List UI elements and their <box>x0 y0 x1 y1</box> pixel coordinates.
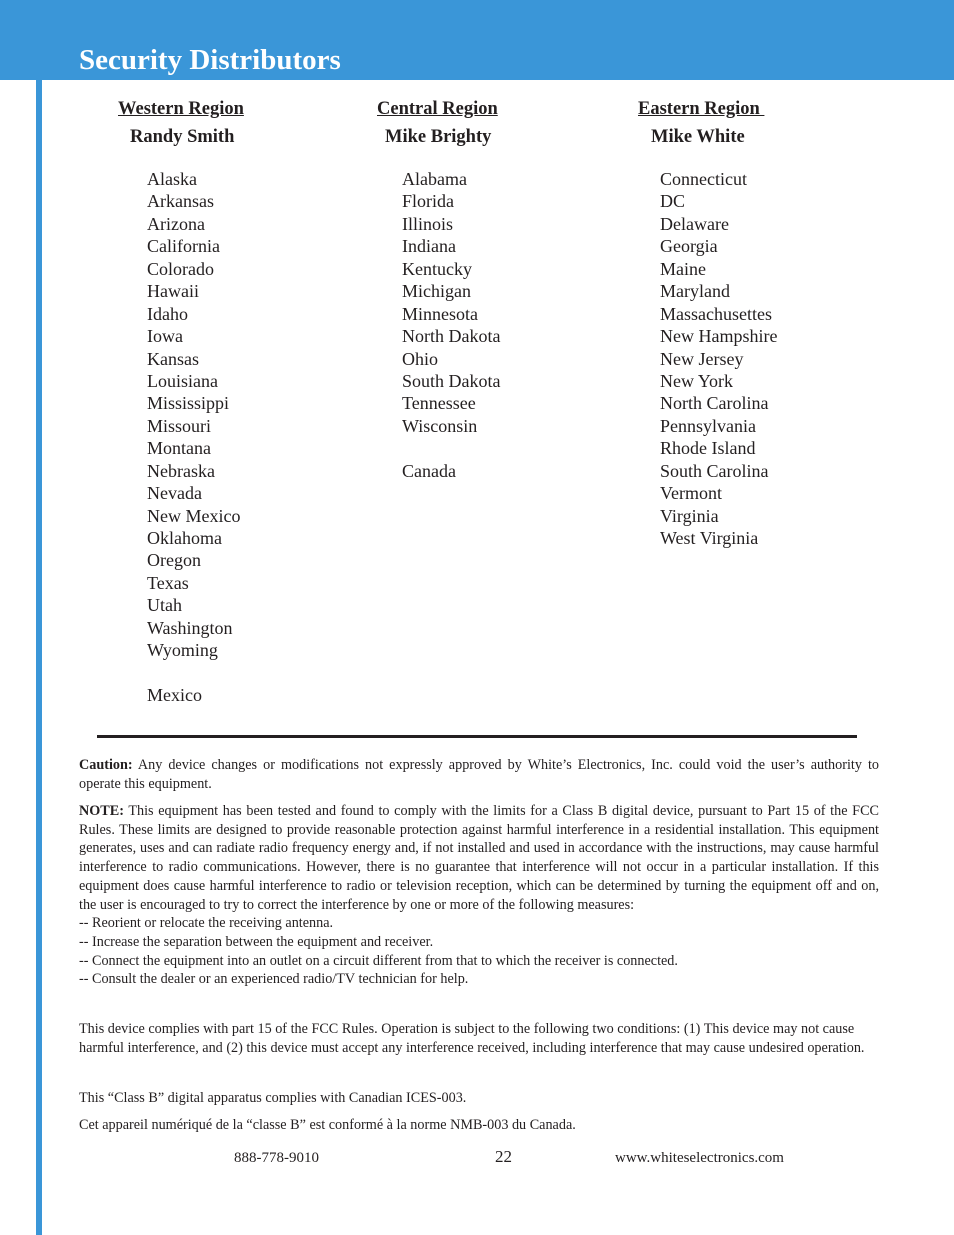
caution-text: Any device changes or modifications not expressly approved by White’s Electronics, Inc. could void the user’s authority to operate this equipment. <box>79 757 879 792</box>
state-item: Nevada <box>147 483 202 504</box>
eastern-region-manager: Mike White <box>651 127 745 147</box>
footer-phone: 888-778-9010 <box>234 1150 319 1166</box>
measure-item: -- Consult the dealer or an experienced radio/TV technician for help. <box>79 971 469 988</box>
state-item: Hawaii <box>147 281 199 302</box>
measure-item: -- Reorient or relocate the receiving antenna. <box>79 915 334 932</box>
state-item: Missouri <box>147 415 212 436</box>
state-item: Michigan <box>402 281 471 302</box>
state-item: New York <box>660 370 734 391</box>
state-item: Georgia <box>660 236 718 257</box>
state-item: Kansas <box>147 348 199 369</box>
footer-website: www.whiteselectronics.com <box>615 1150 784 1166</box>
state-item: Washington <box>147 617 233 638</box>
note-text: This equipment has been tested and found to comply with the limits for a Class B digital device, pursuant to Part 15 of the FCC Rules. These limits are designed to provide reasonable protection against harmful interference in a residential installation. This equipment generates, uses and can radiate radio frequency energy and, if not installed and used in accordance with the instructions, may cause harmful interference to radio communications. However, there is no guarantee that interference will not occur in a particular installation. If this equipment does cause harmful interference to radio or television reception, which can be determined by turning the equipment off and on, the user is encouraged to try to correct the interference by one or more of the following measures: <box>79 803 879 913</box>
eastern-region-heading: Eastern Region <box>638 99 765 119</box>
part15-statement: This device complies with part 15 of the FCC Rules. Operation is subject to the following two conditions: (1) This device may not cause harmful interference, and (2) this device must accept any interference received, including interference that may cause undesired operation. <box>79 1021 865 1056</box>
central-region-manager: Mike Brighty <box>385 127 492 147</box>
measure-item: -- Increase the separation between the equipment and receiver. <box>79 933 434 950</box>
state-item: Massachusettes <box>660 303 772 324</box>
state-item: Arkansas <box>147 191 214 212</box>
state-item: South Dakota <box>402 370 501 391</box>
state-item: California <box>147 236 220 257</box>
state-item: Alaska <box>147 169 197 189</box>
state-item: New Jersey <box>660 348 744 369</box>
state-item: Montana <box>147 438 211 459</box>
central-region-heading: Central Region <box>377 99 498 119</box>
caution-label: Caution: <box>79 757 133 773</box>
measure-item: -- Connect the equipment into an outlet on a circuit different from that to which the receiver is connected. <box>79 952 678 969</box>
state-item <box>402 437 501 459</box>
state-item: Vermont <box>660 483 722 504</box>
nmb-statement: Cet appareil numériqué de la “classe B” est conformé à la norme NMB-003 du Canada. <box>79 1117 576 1133</box>
state-item: North Carolina <box>660 393 769 414</box>
state-item: Virginia <box>660 505 719 526</box>
state-item: Nebraska <box>147 460 215 481</box>
caution-notice <box>79 756 879 793</box>
state-item: DC <box>660 191 686 212</box>
state-item: Ohio <box>402 348 438 369</box>
western-region-state-list <box>147 168 240 707</box>
state-item: West Virginia <box>660 528 759 548</box>
state-item <box>147 662 240 684</box>
state-item: New Hampshire <box>660 326 778 347</box>
state-item: Illinois <box>402 213 454 234</box>
state-item: Colorado <box>147 258 214 279</box>
state-item: Indiana <box>402 236 456 257</box>
western-region-heading: Western Region <box>118 99 244 119</box>
state-item: Texas <box>147 572 189 593</box>
state-item: Connecticut <box>660 169 747 189</box>
state-item: Utah <box>147 595 182 616</box>
state-item: Mexico <box>147 685 202 706</box>
state-item: Canada <box>402 460 456 481</box>
state-item: South Carolina <box>660 460 769 481</box>
eastern-region-state-list <box>660 168 777 549</box>
state-item: Louisiana <box>147 370 218 391</box>
state-item: North Dakota <box>402 326 501 347</box>
state-item: Tennessee <box>402 393 476 414</box>
state-item: Wyoming <box>147 640 218 661</box>
state-item: Maine <box>660 258 706 279</box>
state-item: Alabama <box>402 169 467 189</box>
state-item: Oregon <box>147 550 201 571</box>
page-title: Security Distributors <box>79 44 341 76</box>
state-item: Mississippi <box>147 393 230 414</box>
section-divider <box>97 735 857 738</box>
state-item: Delaware <box>660 213 729 234</box>
state-item: Rhode Island <box>660 438 756 459</box>
left-accent-stripe <box>36 80 42 1235</box>
state-item: Iowa <box>147 326 183 347</box>
page-number: 22 <box>495 1147 512 1166</box>
state-item: Wisconsin <box>402 415 478 436</box>
state-item: Pennsylvania <box>660 415 756 436</box>
ices-statement: This “Class B” digital apparatus complies with Canadian ICES-003. <box>79 1090 467 1106</box>
state-item: Oklahoma <box>147 528 222 548</box>
state-item: Kentucky <box>402 258 472 279</box>
state-item: Arizona <box>147 213 205 234</box>
note-label: NOTE: <box>79 803 124 819</box>
state-item: Florida <box>402 191 454 212</box>
central-region-state-list <box>402 168 501 482</box>
fcc-note <box>79 802 879 989</box>
western-region-manager: Randy Smith <box>130 127 235 147</box>
state-item: Maryland <box>660 281 730 302</box>
state-item: Idaho <box>147 303 188 324</box>
state-item: Minnesota <box>402 303 478 324</box>
state-item: New Mexico <box>147 505 241 526</box>
